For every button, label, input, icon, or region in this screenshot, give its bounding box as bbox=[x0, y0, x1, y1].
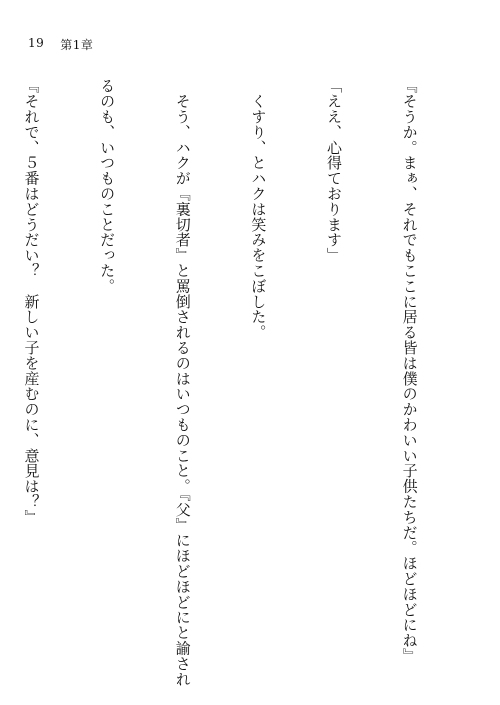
chapter-title: 第1章 bbox=[60, 38, 94, 52]
vertical-body-text bbox=[0, 78, 472, 687]
text-line: 『それで、５番はどうだい？ 新しい子を産むのに、意見は？』 bbox=[22, 78, 41, 525]
page-number: 19 bbox=[28, 36, 45, 50]
text-line: 『そうか。まぁ、それでもここに居る皆は僕のかわいい子供たちだ。ほどほどにね』 bbox=[400, 78, 419, 664]
text-line: くすり、とハクは笑みをこぼした。 bbox=[249, 78, 268, 340]
text-line: そう、ハクが『裏切者』と罵倒されるのはいつものこと。『父』にほどほどにと諭され bbox=[173, 78, 192, 687]
text-line: 「ええ、心得ております」 bbox=[324, 78, 343, 263]
text-line: るのも、いつものことだった。 bbox=[98, 78, 117, 294]
page-header bbox=[28, 36, 93, 53]
